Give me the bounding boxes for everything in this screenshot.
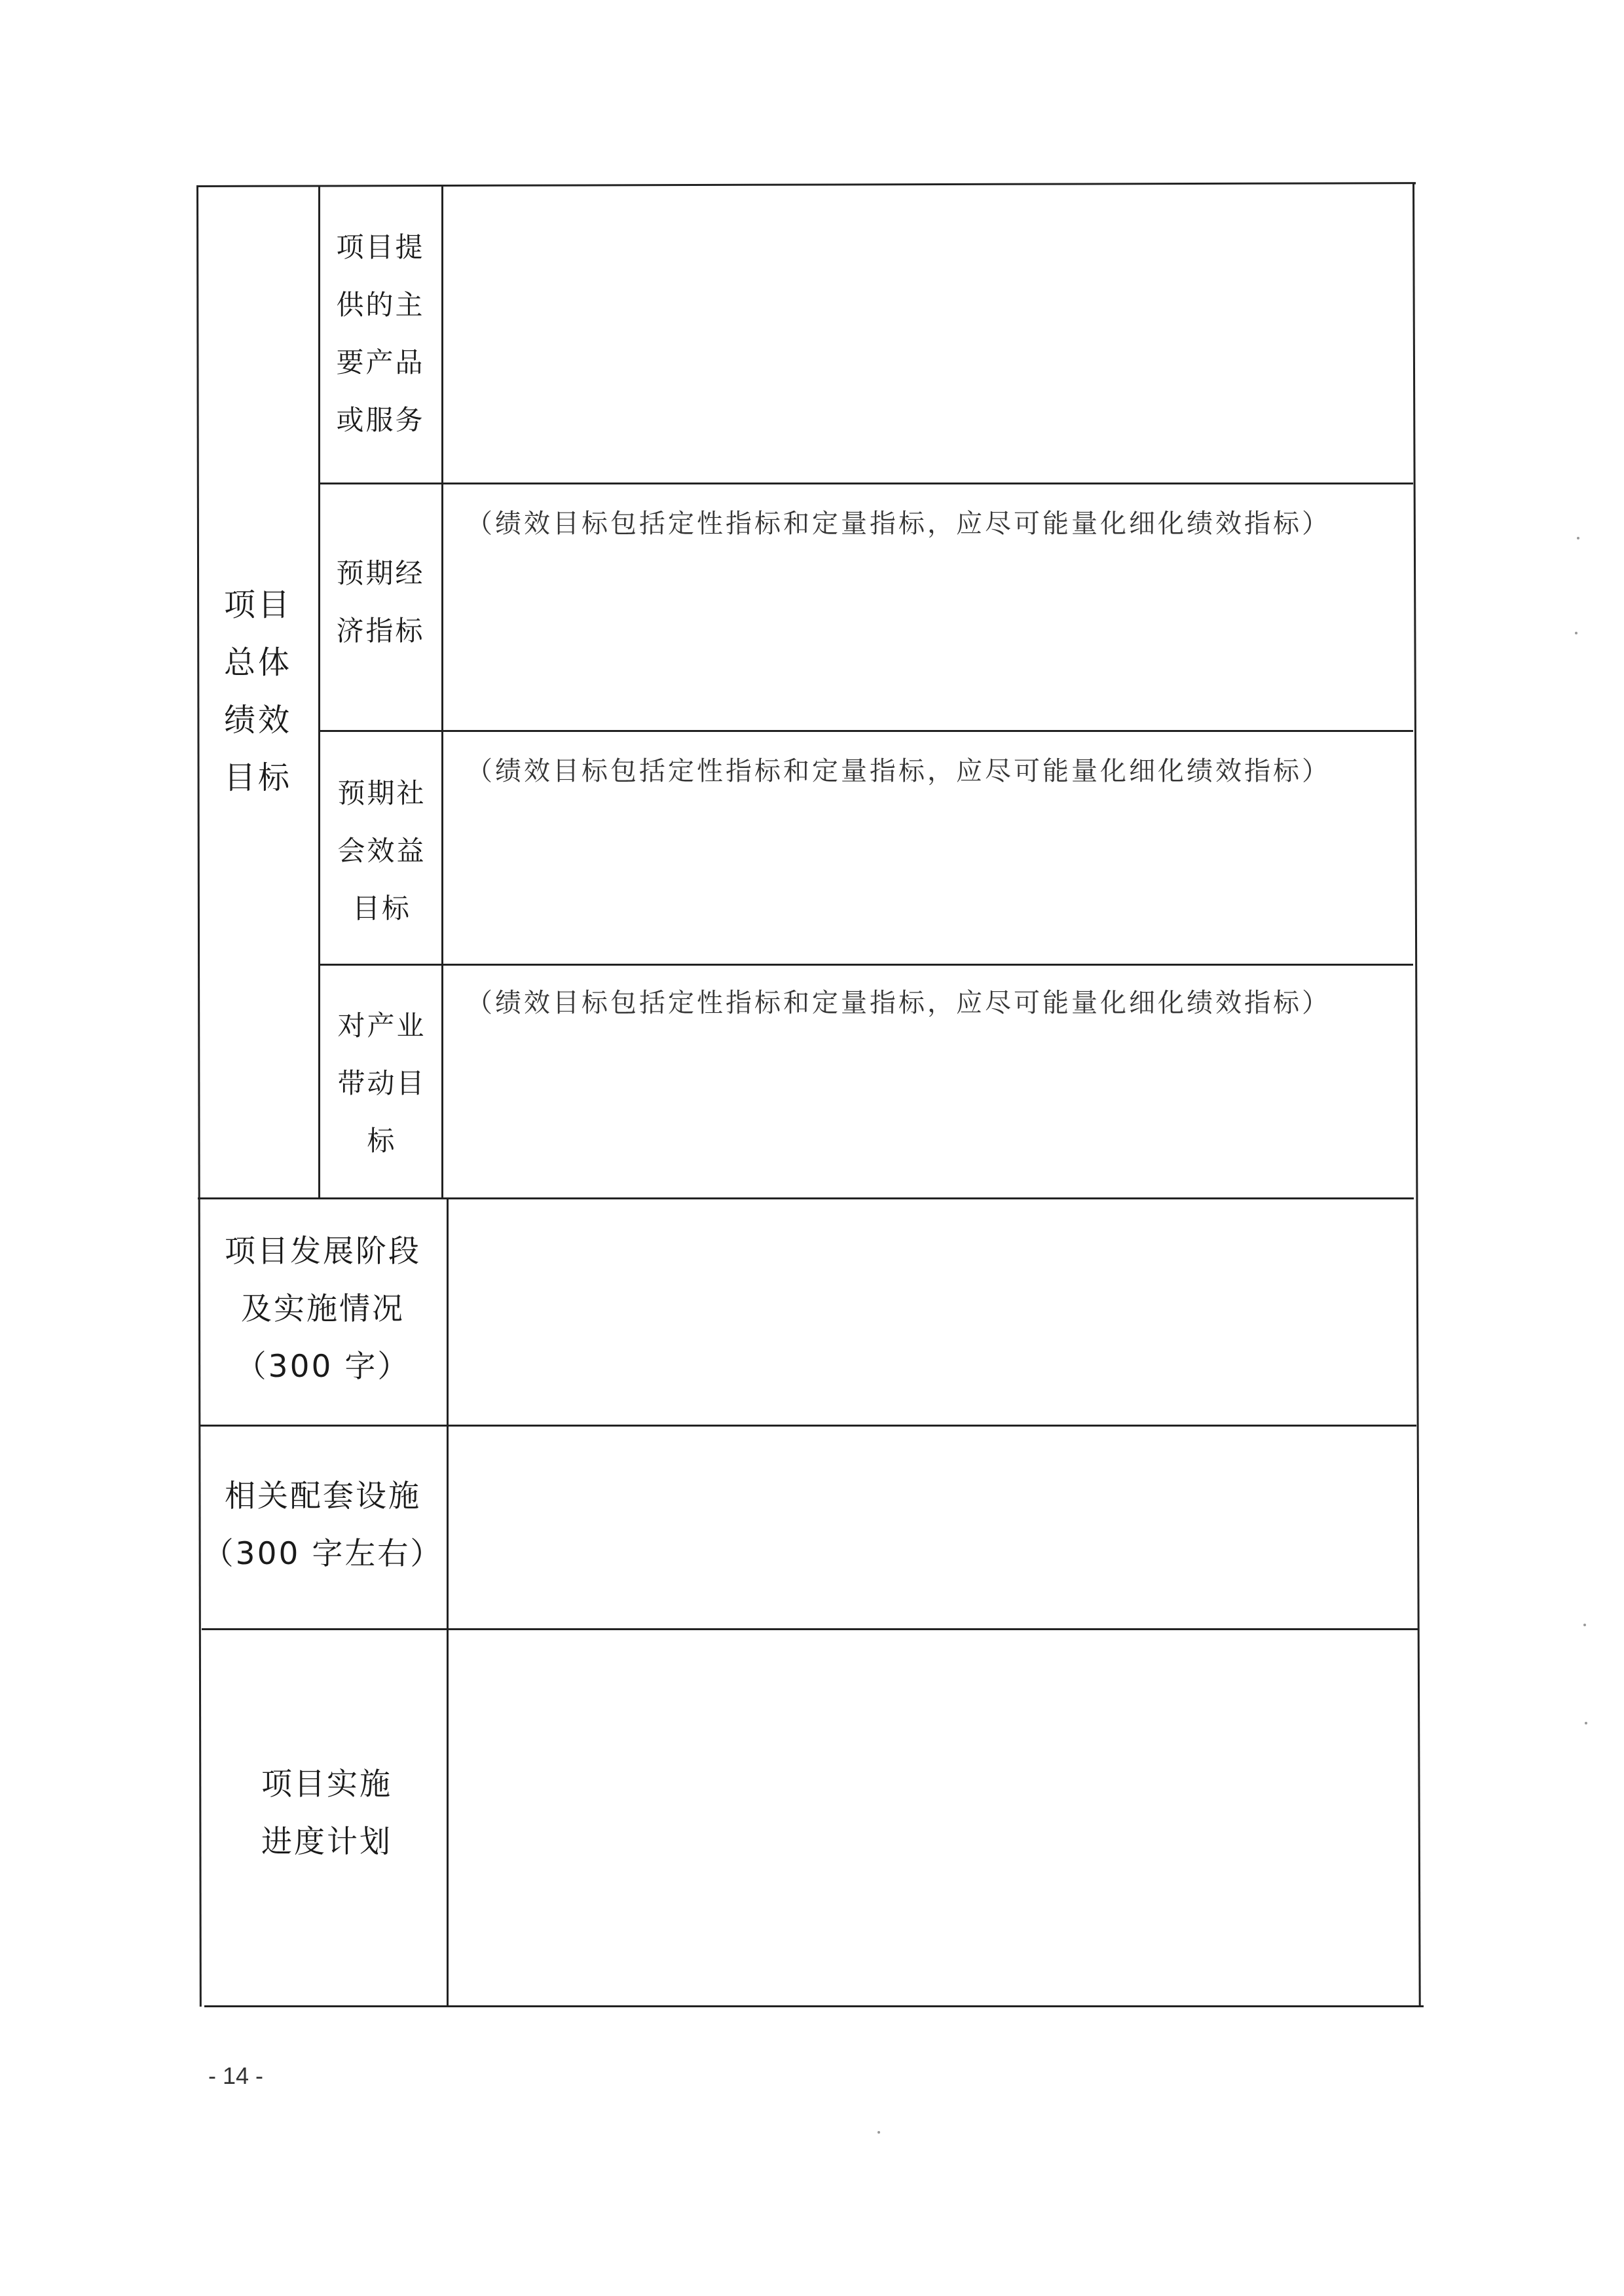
row-label-line: （300 字） (235, 1349, 411, 1385)
content-cell-social-benefit[interactable] (443, 732, 1412, 964)
content-cell-development-stage[interactable] (449, 1199, 1414, 1425)
content-cell-economic-indicators[interactable] (443, 484, 1412, 730)
row-label-line: 预期经 (336, 557, 425, 589)
scan-speck (877, 2131, 880, 2134)
row-label-social-benefit (320, 763, 444, 939)
row-label-line: 带动目 (337, 1067, 426, 1099)
row-label-line: 或服务 (336, 404, 425, 436)
row-label-line: 要产品 (336, 346, 425, 378)
section-label-line: 目标 (223, 759, 292, 796)
row-label-supporting-facilities (199, 1453, 447, 1597)
content-cell-implementation-schedule[interactable] (449, 1630, 1416, 2005)
section-label-line: 绩效 (223, 702, 292, 738)
row-label-line: 目标 (352, 892, 411, 924)
row-label-line: 济指标 (336, 615, 425, 647)
hint-social-benefit: （绩效目标包括定性指标和定量指标，应尽可能量化细化绩效指标） (466, 756, 1331, 786)
table-top-border (196, 182, 1416, 187)
row-label-line: 项目发展阶段 (225, 1233, 421, 1269)
row-label-line: 对产业 (337, 1010, 426, 1042)
scan-speck (1585, 1722, 1587, 1724)
row-label-products-services (320, 203, 441, 465)
row-label-line: 会效益 (337, 835, 426, 867)
scan-speck (1575, 632, 1578, 634)
row-label-line: 标 (367, 1125, 397, 1157)
section-label-overall-goals (198, 185, 318, 1197)
section-label-line: 总体 (223, 644, 292, 681)
scan-speck (1583, 1624, 1586, 1626)
content-cell-products-services[interactable] (443, 187, 1412, 483)
row-label-line: 供的主 (336, 289, 425, 321)
row-label-line: 项目提 (336, 231, 425, 263)
hint-industry-driving: （绩效目标包括定性指标和定量指标，应尽可能量化细化绩效指标） (466, 988, 1331, 1018)
row-label-line: 项目实施 (261, 1766, 392, 1802)
row-label-implementation-schedule (199, 1741, 454, 1886)
section-label-line: 项目 (223, 587, 292, 623)
scan-speck (1577, 537, 1579, 539)
content-cell-supporting-facilities[interactable] (449, 1427, 1415, 1628)
content-cell-industry-driving[interactable] (443, 966, 1412, 1197)
page-number: - 14 - (208, 2062, 264, 2089)
row-label-economic-indicators (320, 537, 441, 668)
row-label-industry-driving (320, 995, 444, 1172)
row-label-line: 及实施情况 (241, 1291, 405, 1327)
row-label-line: 相关配套设施 (225, 1478, 421, 1514)
row-label-line: 进度计划 (261, 1824, 392, 1860)
row-label-line: （300 字左右） (202, 1536, 443, 1572)
hint-economic-indicators: （绩效目标包括定性指标和定量指标，应尽可能量化细化绩效指标） (466, 509, 1331, 539)
row-label-line: 预期社 (337, 777, 426, 809)
row-label-development-stage (199, 1211, 447, 1408)
table-bottom-border (204, 2005, 1424, 2007)
